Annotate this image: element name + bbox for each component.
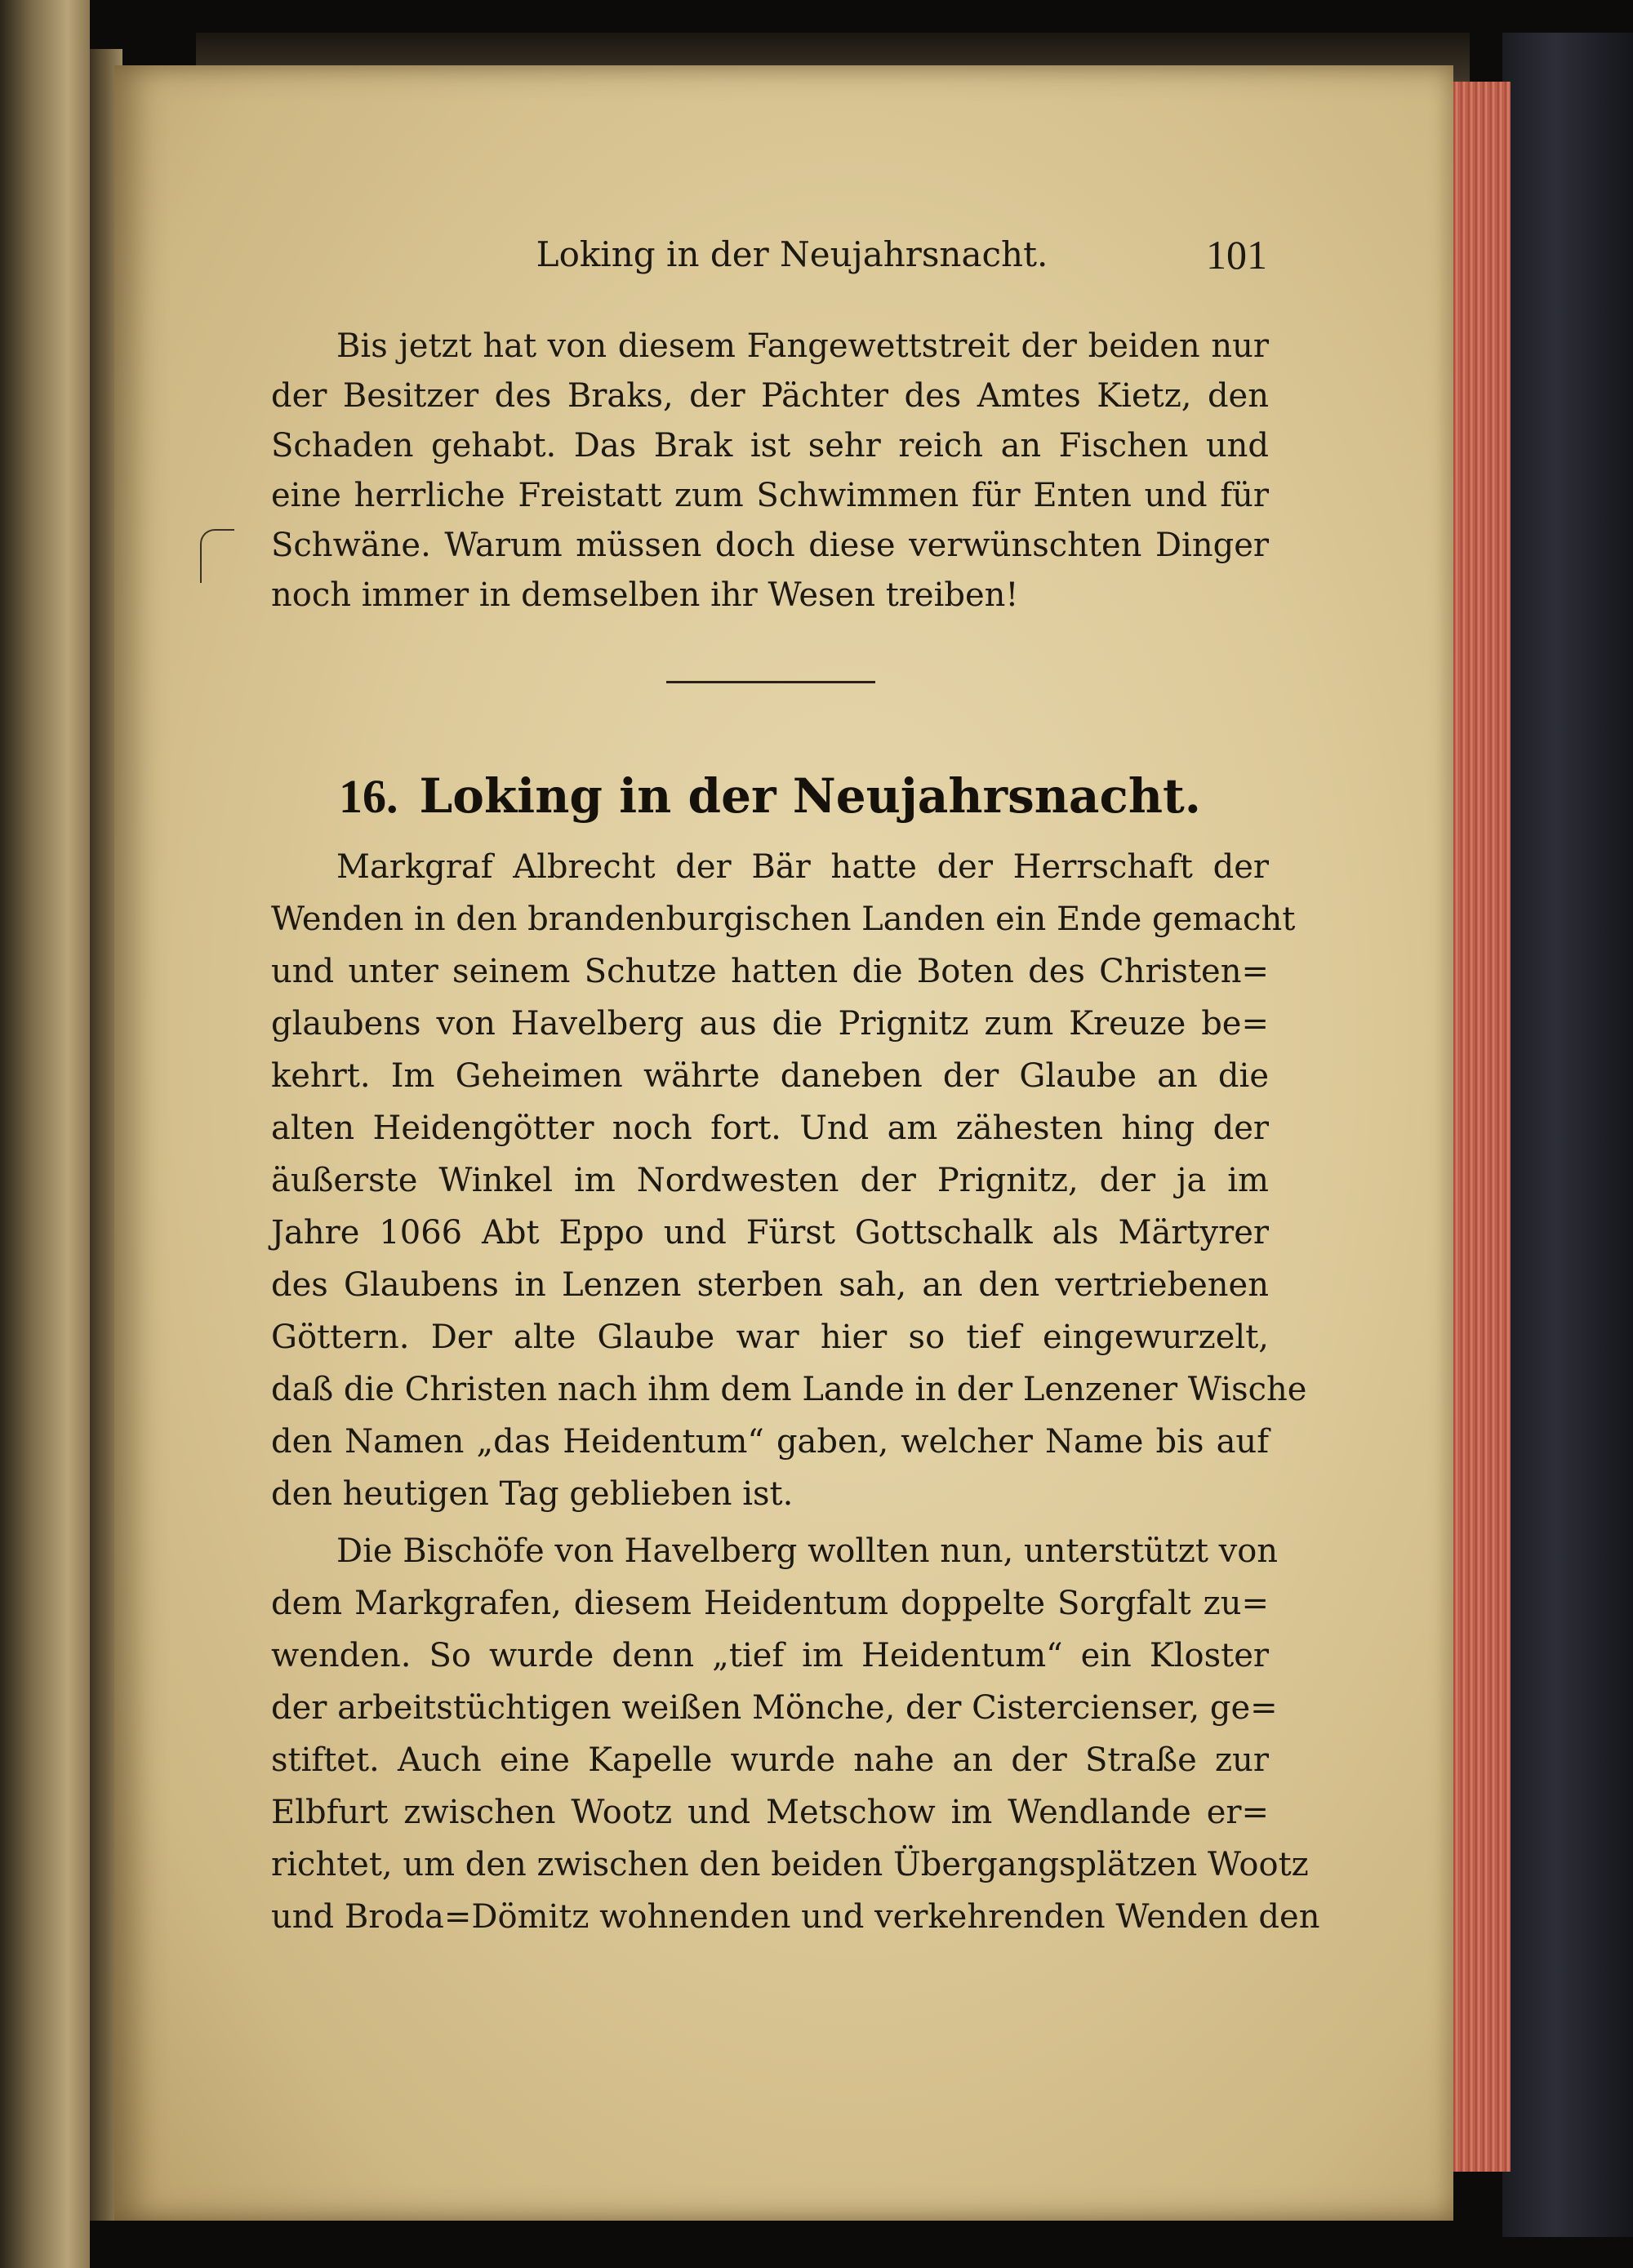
text-line: Göttern. Der alte Glaube war hier so tief eingewurzelt,: [271, 1319, 1269, 1356]
text-line: den heutigen Tag geblieben ist.: [271, 1475, 794, 1513]
chapter-title: Loking in der Neujahrsnacht.: [419, 768, 1201, 824]
text-line: Schaden gehabt. Das Brak ist sehr reich an Fischen und: [271, 427, 1269, 465]
text-line: Jahre 1066 Abt Eppo und Fürst Gottschalk als Märtyrer: [271, 1214, 1269, 1252]
text-line: Die Bischöfe von Havelberg wollten nun, unterstützt von: [336, 1532, 1279, 1570]
text-line: glaubens von Havelberg aus die Prignitz zum Kreuze be=: [271, 1005, 1269, 1043]
running-head: Loking in der Neujahrsnacht.: [536, 234, 1048, 274]
text-line: des Glaubens in Lenzen sterben sah, an den vertriebenen: [271, 1266, 1269, 1304]
margin-pencil-mark: [200, 529, 234, 583]
text-line: Wenden in den brandenburgischen Landen ein Ende gemacht: [271, 901, 1296, 938]
text-line: der Besitzer des Braks, der Pächter des Amtes Kietz, den: [271, 377, 1269, 415]
text-line: noch immer in demselben ihr Wesen treiben!: [271, 576, 1019, 614]
section-divider: [666, 681, 875, 683]
text-line: alten Heidengötter noch fort. Und am zähesten hing der: [271, 1110, 1269, 1147]
chapter-heading: [271, 763, 1269, 829]
text-line: Bis jetzt hat von diesem Fangewettstreit der beiden nur: [336, 327, 1269, 365]
text-line: dem Markgrafen, diesem Heidentum doppelte Sorgfalt zu=: [271, 1585, 1269, 1622]
text-line: den Namen „das Heidentum“ gaben, welcher Name bis auf: [271, 1423, 1269, 1461]
text-line: äußerste Winkel im Nordwesten der Prignitz, der ja im: [271, 1162, 1269, 1199]
text-line: wenden. So wurde denn „tief im Heidentum“ ein Kloster: [271, 1637, 1269, 1674]
text-line: Markgraf Albrecht der Bär hatte der Herrschaft der: [336, 848, 1269, 886]
text-line: und unter seinem Schutze hatten die Boten des Christen=: [271, 953, 1269, 990]
text-line: eine herrliche Freistatt zum Schwimmen für Enten und für: [271, 477, 1269, 514]
text-line: und Broda=Dömitz wohnenden und verkehrenden Wenden den: [271, 1898, 1320, 1936]
text-line: daß die Christen nach ihm dem Lande in der Lenzener Wische: [271, 1371, 1307, 1408]
page-number: 101: [1206, 232, 1267, 278]
text-line: Elbfurt zwischen Wootz und Metschow im Wendlande er=: [271, 1794, 1269, 1831]
text-line: richtet, um den zwischen den beiden Übergangsplätzen Wootz: [271, 1846, 1309, 1883]
text-line: Schwäne. Warum müssen doch diese verwünschten Dinger: [271, 527, 1269, 564]
text-line: stiftet. Auch eine Kapelle wurde nahe an der Straße zur: [271, 1741, 1269, 1779]
book-cover-edge: [1502, 33, 1633, 2237]
text-line: kehrt. Im Geheimen währte daneben der Glaube an die: [271, 1057, 1269, 1095]
chapter-number: 16.: [339, 770, 398, 823]
book-left-edge: [0, 0, 90, 2268]
text-line: der arbeitstüchtigen weißen Mönche, der Cistercienser, ge=: [271, 1689, 1278, 1727]
